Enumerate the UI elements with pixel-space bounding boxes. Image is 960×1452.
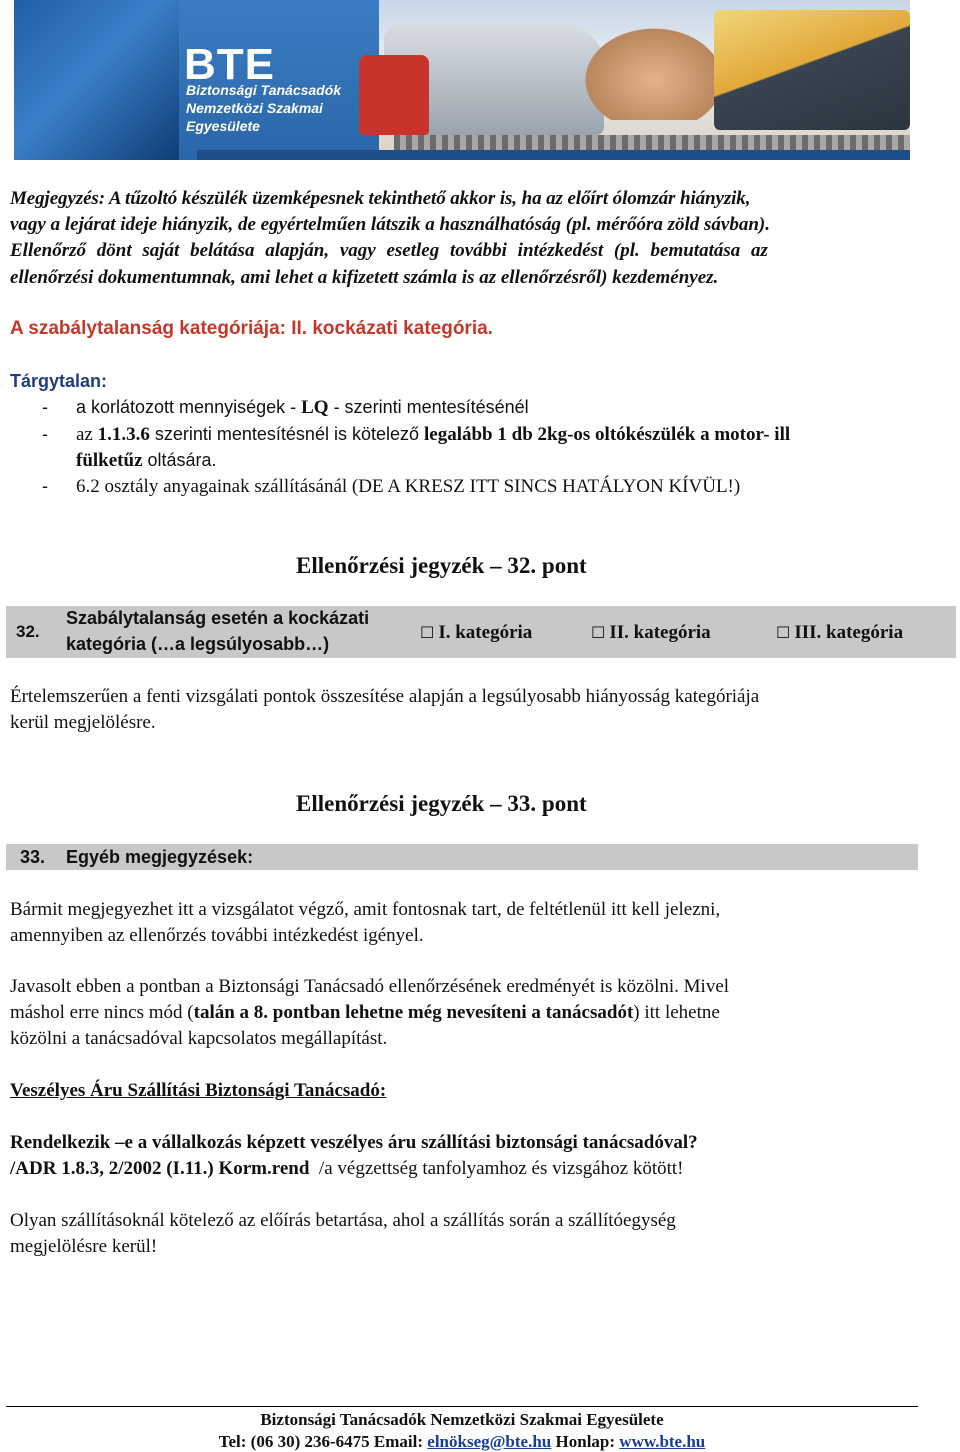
org-name-line2: Nemzetközi Szakmai: [186, 100, 323, 116]
footer-home-label: Honlap:: [551, 1432, 620, 1451]
targytalan-item-3-dash: -: [42, 476, 48, 496]
advisor-line-4: megjelölésre kerül!: [10, 1236, 158, 1257]
footer-email-link[interactable]: elnökseg@bte.hu: [427, 1432, 552, 1451]
item-2-text-c: szerinti mentesítésnél is kötelező: [149, 424, 424, 444]
item-1-text-a: a korlátozott mennyiségek -: [76, 397, 302, 417]
bte-logo: BTE: [184, 40, 275, 89]
item-2-text-f: oltására.: [142, 450, 217, 470]
section-32-number: 32.: [16, 622, 40, 641]
option-category-3-label: III. kategória: [794, 622, 904, 643]
section-33-number: 33.: [20, 847, 46, 867]
footer-homepage-link[interactable]: www.bte.hu: [619, 1432, 706, 1451]
checkbox-icon[interactable]: ☐: [420, 623, 435, 642]
banner-underline: [197, 150, 910, 160]
section-32-label-1: Szabálytalanság esetén a kockázati: [66, 608, 370, 628]
option-category-2[interactable]: [591, 622, 711, 644]
option-category-3[interactable]: [776, 622, 903, 644]
item-1-text-c: - szerinti mentesítésénél: [328, 397, 529, 417]
targytalan-item-3: [76, 476, 740, 498]
advisor-line-3: Olyan szállításoknál kötelező az előírás betartása, ahol a szállítás során a szállítóegység: [10, 1210, 676, 1231]
option-category-1-label: I. kategória: [438, 622, 533, 643]
para2-bold-text: talán a 8. pontban lehetne még nevesíteni a tanácsadót: [193, 1002, 634, 1023]
advisor-regulation: /ADR 1.8.3, 2/2002 (I.11.) Korm.rend: [10, 1158, 310, 1179]
footer-contact: [0, 1432, 924, 1452]
section-33-row: [6, 844, 918, 870]
note-line-2: vagy a lejárat ideje hiányzik, de egyértelműen látszik a használhatóság (pl. mérőóra zöld sávban).: [10, 214, 770, 235]
advisor-qualification-note: /a végzettség tanfolyamhoz és vizsgához kötött!: [309, 1158, 684, 1179]
targytalan-item-2-cont: [76, 450, 217, 472]
checkbox-icon[interactable]: ☐: [591, 623, 606, 642]
item-2-number: 1.1.3.6: [97, 424, 150, 445]
locomotive-image: [714, 10, 910, 130]
checkbox-icon[interactable]: ☐: [776, 623, 791, 642]
footer-tel: Tel: (06 30) 236-6475 Email:: [218, 1432, 428, 1451]
section-33-para2-line2: [10, 1002, 720, 1024]
targytalan-item-1-dash: -: [42, 397, 48, 417]
option-category-2-label: II. kategória: [609, 622, 711, 643]
targytalan-item-2: [76, 424, 790, 446]
item-2-text-a: az: [76, 424, 98, 445]
road-graphic: [14, 0, 179, 160]
item-2-text-e: fülketűz: [76, 450, 143, 471]
para2-text-c: ) itt lehetne: [633, 1002, 720, 1023]
section-32-explanation-1: Értelemszerűen a fenti vizsgálati pontok összesítése alapján a legsúlyosabb hiányosság kategóriája: [10, 686, 760, 707]
note-line-4: ellenőrzési dokumentumnak, ami lehet a kifizetett számla is az ellenőrzésről) kezdeményez.: [10, 267, 719, 288]
targytalan-title: Tárgytalan:: [10, 371, 108, 391]
section-33-para2-line1: Javasolt ebben a pontban a Biztonsági Tanácsadó ellenőrzésének eredményét is közölni. Mivel: [10, 976, 730, 997]
section-33-para1-line1: Bármit megjegyezhet itt a vizsgálatot végző, amit fontosnak tart, de feltétlenül itt kell jelezni,: [10, 899, 721, 920]
risk-category-text: A szabálytalanság kategóriája: II. kockázati kategória.: [10, 318, 493, 339]
section-32-heading: Ellenőrzési jegyzék – 32. pont: [296, 553, 587, 578]
section-33-label: Egyéb megjegyzések:: [66, 847, 254, 867]
section-33-para1-line2: amennyiben az ellenőrzés további intézkedést igényel.: [10, 925, 424, 946]
item-1-lq: LQ: [301, 397, 329, 418]
targytalan-item-1: [76, 397, 529, 419]
section-32-label-2: kategória (…a legsúlyosabb…): [66, 634, 330, 654]
para2-text-a: máshol erre nincs mód (: [10, 1002, 194, 1023]
section-33-heading: Ellenőrzési jegyzék – 33. pont: [296, 791, 587, 816]
advisor-line-2: [10, 1158, 684, 1180]
footer-org: Biztonsági Tanácsadók Nemzetközi Szakmai Egyesülete: [260, 1410, 664, 1429]
advisor-title: Veszélyes Áru Szállítási Biztonsági Tanácsadó:: [10, 1080, 387, 1101]
handshake-image: [574, 20, 734, 120]
footer-divider: [6, 1406, 918, 1407]
section-32-row: [6, 606, 956, 658]
advisor-line-1: Rendelkezik –e a vállalkozás képzett veszélyes áru szállítási biztonsági tanácsadóval?: [10, 1132, 698, 1153]
section-33-para2-line3: közölni a tanácsadóval kapcsolatos megállapítást.: [10, 1028, 388, 1049]
section-32-explanation-2: kerül megjelölésre.: [10, 712, 156, 733]
item-3-text-a: 6.: [76, 476, 91, 497]
item-2-text-d: legalább 1 db 2kg-os oltókészülék a motor- ill: [424, 424, 791, 445]
option-category-1[interactable]: [420, 622, 532, 644]
header-banner: [14, 0, 910, 160]
org-name-line3: Egyesülete: [186, 118, 260, 134]
item-3-text-b: 2 osztály anyagainak szállításánál (DE A KRESZ ITT SINCS HATÁLYON KÍVÜL!): [90, 476, 741, 497]
note-line-3: Ellenőrző dönt saját belátása alapján, vagy esetleg további intézkedést (pl. bemutatása az: [10, 240, 768, 261]
truck-cab-image: [359, 55, 429, 135]
rails-graphic: [394, 135, 910, 150]
org-name-line1: Biztonsági Tanácsadók: [186, 82, 342, 98]
note-line-1: Megjegyzés: A tűzoltó készülék üzemképesnek tekinthető akkor is, ha az előírt ólomzár hiányzik,: [10, 188, 751, 209]
targytalan-item-2-dash: -: [42, 424, 48, 444]
